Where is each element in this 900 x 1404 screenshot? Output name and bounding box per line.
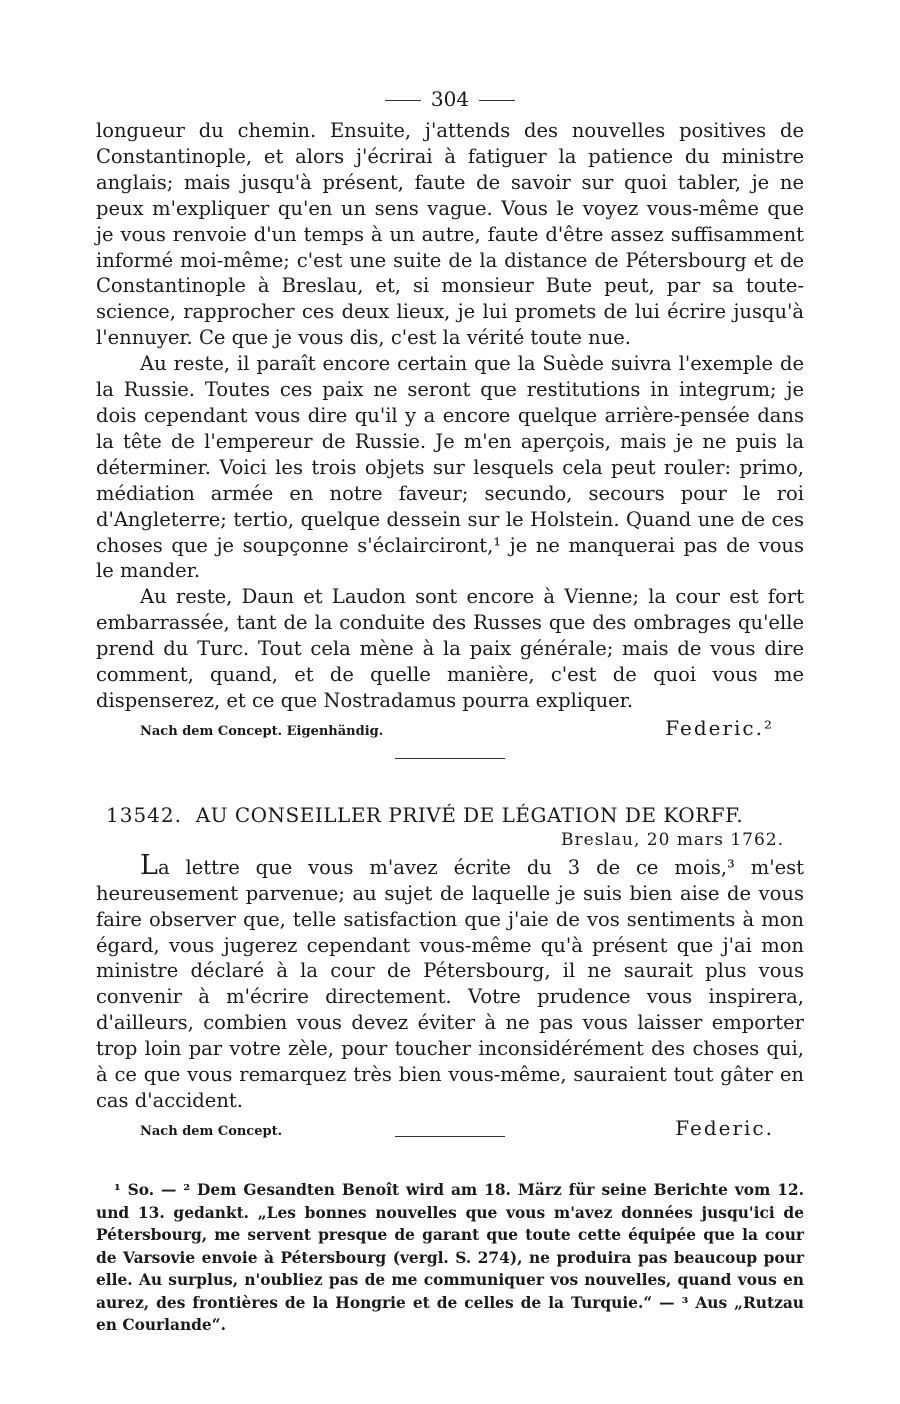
letter-1-signature: Federic.²: [665, 715, 774, 740]
drop-initial: L: [140, 849, 158, 881]
letter-2-place-date: Breslau, 20 mars 1762.: [561, 829, 784, 850]
letter-2-body-text: a lettre que vous m'avez écrite du 3 de ce mois,³ m'est heureusement parvenue; au sujet de laquelle je suis bien aise de vous faire observer que, telle satisfaction que j'aie de vos sentiments à mon égard, vous jugerez cependant vous-même qu'à présent que j'ai mon ministre déclaré à la cour de Pétersbourg, il ne saurait plus vous convenir à m'écrire directement. Votre prudence vous inspirera, d'ailleurs, combien vous devez éviter à ne pas vous laisser emporter trop loin par votre zèle, pour toucher inconsidérément des choses qui, à ce que vous remarquez très bien vous-même, sauraient tout gâter en cas d'accident.: [96, 855, 804, 1112]
letter-2-number: 13542.: [106, 802, 182, 827]
footnotes: [96, 1179, 804, 1337]
header-dash-left: [385, 100, 421, 101]
section-divider: [395, 758, 505, 759]
letter-1-paragraph-2: Au reste, il paraît encore certain que la Suède suivra l'exemple de la Russie. Toutes ces paix ne seront que restitutions in integrum; je dois cependant vous dire qu'il y a encore quelque arrière-pensée dans la tête de l'empereur de Russie. Je m'en aperçois, mais je ne puis la déterminer. Voici les trois objets sur lesquels cela peut rouler: primo, médiation armée en notre faveur; secundo, secours pour le roi d'Angleterre; tertio, quelque dessein sur le Holstein. Quand une de ces choses que je soupçonne s'éclairciront,¹ je ne manquerai pas de vous le mander.: [96, 352, 804, 583]
footnote-text: ¹ So. — ² Dem Gesandten Benoît wird am 18. März für seine Berichte vom 12. und 13. gedankt. „Les bonnes nouvelles que vous m'avez données jusqu'ici de Pétersbourg, me servent presque de garant que toute cette équipée que la cour de Varsovie envoie à Pétersbourg (vergl. S. 274), ne produira pas beaucoup pour elle. Au surplus, n'oubliez pas de me communiquer vos nouvelles, quand vous en aurez, des frontières de la Hongrie et de celles de la Turquie.“ — ³ Aus „Rutzau en Courlande“.: [96, 1180, 804, 1335]
letter-1: [96, 118, 804, 740]
footnote-divider: [395, 1136, 505, 1137]
letter-2-title: AU CONSEILLER PRIVÉ DE LÉGATION DE KORFF.: [195, 802, 744, 827]
page: [96, 84, 804, 1337]
letter-1-source-note: Nach dem Concept. Eigenhändig.: [140, 723, 384, 739]
letter-1-paragraph-3: Au reste, Daun et Laudon sont encore à Vienne; la cour est fort embarrassée, tant de la conduite des Russes que des ombrages qu'elle prend du Turc. Tout cela mène à la paix générale; mais de vous dire comment, quand, et de quelle manière, c'est de quoi vous me dispenserez, et ce que Nostradamus pourra expliquer.: [96, 585, 804, 712]
letter-1-paragraph-1: longueur du chemin. Ensuite, j'attends des nouvelles positives de Constantinople, et alors j'écrirai à fatiguer la patience du ministre anglais; mais jusqu'à présent, faute de savoir sur quoi tabler, je ne peux m'expliquer qu'en un sens vague. Vous le voyez vous-même que je vous renvoie d'un temps à un autre, faute d'être assez suffisamment informé moi-même; c'est une suite de la distance de Pétersbourg et de Constantinople à Breslau, et, si monsieur Bute peut, par sa toute-science, rapprocher ces deux lieux, je lui promets de lui écrire jusqu'à l'ennuyer. Ce que je vous dis, c'est la vérité toute nue.: [96, 119, 804, 350]
letter-2-body: [96, 849, 804, 1114]
letter-2: [96, 803, 804, 1140]
letter-2-heading: [106, 803, 804, 827]
page-header: [96, 84, 804, 114]
header-dash-right: [479, 100, 515, 101]
letter-2-source-note: Nach dem Concept.: [140, 1123, 283, 1139]
letter-1-closing: [96, 716, 804, 740]
letter-2-signature: Federic.: [675, 1115, 774, 1140]
page-number: 304: [430, 87, 470, 111]
